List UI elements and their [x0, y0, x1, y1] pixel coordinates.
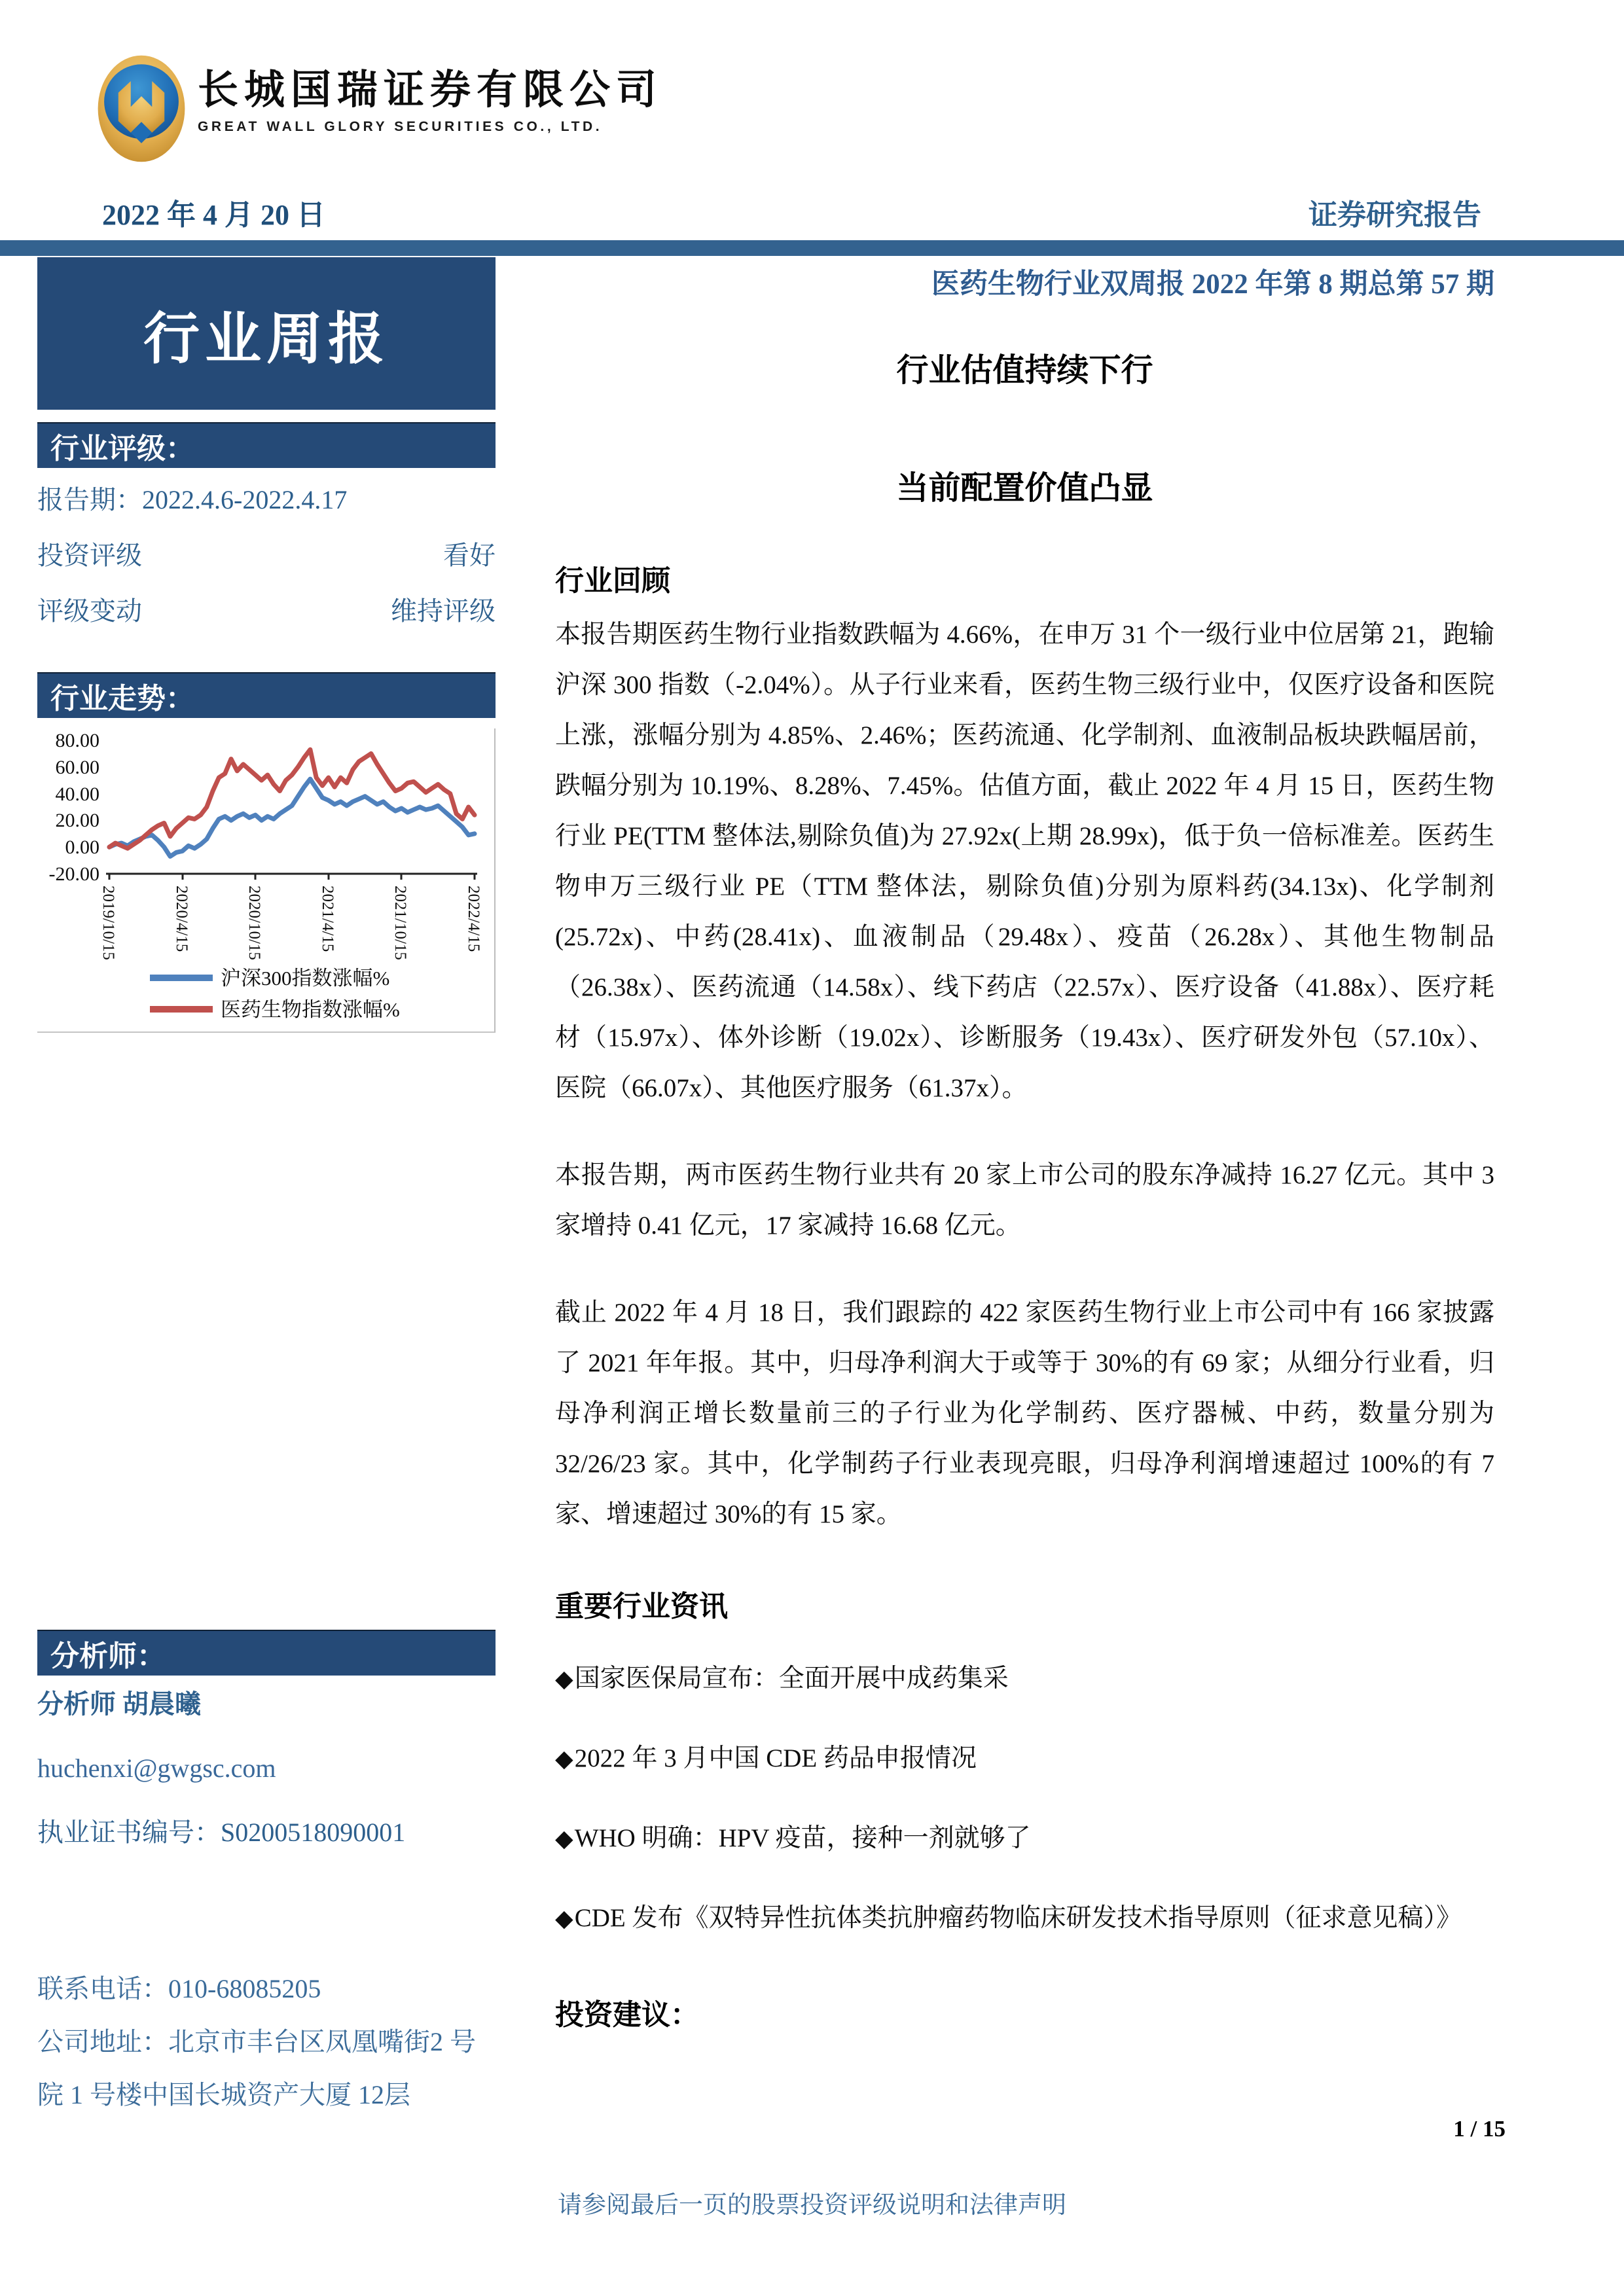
sidebar-banner-weekly-report: 行业周报 [37, 257, 496, 410]
section-header-industry-news: 重要行业资讯 [555, 1590, 728, 1623]
review-paragraph-2: 本报告期，两市医药生物行业共有 20 家上市公司的股东净减持 16.27 亿元。其中 3 家增持 0.41 亿元，17 家减持 16.68 亿元。 [555, 1161, 1494, 1240]
contact-block [37, 1962, 496, 2121]
x-tick: 2020/10/15 [245, 886, 263, 960]
analyst-name: 分析师 胡晨曦 [37, 1689, 201, 1719]
diamond-bullet-icon: ◆ [555, 1746, 573, 1772]
series-line-hs300 [109, 779, 475, 856]
news-bullet-text: WHO 明确：HPV 疫苗，接种一剂就够了 [574, 1824, 1031, 1852]
x-tick: 2022/4/15 [465, 886, 482, 952]
report-date: 2022 年 4 月 20 日 [102, 199, 325, 231]
analyst-license-number: 执业证书编号：S0200518090001 [37, 1818, 406, 1847]
y-tick: 0.00 [65, 836, 99, 858]
rating-period-label: 报告期： [37, 485, 142, 514]
legend-label-pharma: 医药生物指数涨幅% [221, 998, 400, 1021]
y-tick: 40.00 [55, 783, 99, 805]
contact-phone: 联系电话：010-68085205 [37, 1974, 321, 2003]
report-title-line2: 当前配置价值凸显 [896, 471, 1153, 506]
rating-row-period [37, 483, 496, 517]
analyst-email: huchenxi@gwgsc.com [37, 1753, 276, 1783]
section-header-investment-advice: 投资建议： [555, 1999, 699, 2031]
news-bullet-text: 2022 年 3 月中国 CDE 药品申报情况 [574, 1744, 977, 1772]
x-tick: 2020/4/15 [173, 886, 190, 952]
section-header-industry-review: 行业回顾 [555, 565, 670, 597]
contact-address: 公司地址：北京市丰台区凤凰嘴街2 号院 1 号楼中国长城资产大厦 12层 [37, 2027, 476, 2109]
main-content [555, 257, 1494, 2033]
rating-row-investment [37, 539, 496, 573]
industry-trend-chart [37, 728, 496, 1033]
rating-row-change [37, 594, 496, 628]
diamond-bullet-icon: ◆ [555, 1825, 573, 1852]
diamond-bullet-icon: ◆ [555, 1666, 573, 1692]
rating-period-value: 2022.4.6-2022.4.17 [142, 485, 348, 514]
x-tick: 2021/10/15 [391, 886, 409, 960]
industry-trend-figure [37, 728, 496, 1033]
y-tick: -20.00 [48, 863, 99, 885]
footer-disclaimer: 请参阅最后一页的股票投资评级说明和法律声明 [558, 2192, 1066, 2219]
series-line-pharma [109, 749, 475, 848]
rating-table [37, 483, 496, 650]
review-paragraph-3: 截止 2022 年 4 月 18 日，我们跟踪的 422 家医药生物行业上市公司中有 166 家披露了 2021 年年报。其中，归母净利润大于或等于 30%的有 69 家；从细分行业看，归母净利润正增长数量前三的子行业为化学制药、医疗器械、中药，数量分别为 32/26/23 家。其中，化学制药子行业表现亮眼，归母净利润增速超过 100%的有 7 家、增速超过 30%的有 15 家。 [555, 1299, 1494, 1528]
y-tick: 20.00 [55, 810, 99, 831]
diamond-bullet-icon: ◆ [555, 1905, 573, 1931]
company-logo-icon [97, 54, 186, 164]
review-paragraph-1: 本报告期医药生物行业指数跌幅为 4.66%，在申万 31 个一级行业中位居第 21，跑输沪深 300 指数（-2.04%）。从子行业来看，医药生物三级行业中，仅医疗设备和医院上涨，涨幅分别为 4.85%、2.46%；医药流通、化学制剂、血液制品板块跌幅居前，跌幅分别为 10.19%、8.28%、7.45%。估值方面，截止 2022 年 4 月 15 日，医药生物行业 PE(TTM 整体法,剔除负值)为 27.92x(上期 28.99x)，低于负一倍标准差。医药生物申万三级行业 PE（TTM 整体法，剔除负值)分别为原料药(34.13x)、化学制剂(25.72x)、中药(28.41x)、血液制品（29.48x）、疫苗（26.28x）、其他生物制品（26.38x）、医药流通（14.58x）、线下药店（22.57x）、医疗设备（41.88x）、医疗耗材（15.97x）、体外诊断（19.02x）、诊断服务（19.43x）、医疗研发外包（57.10x）、医院（66.07x）、其他医疗服务（61.37x）。 [555, 620, 1494, 1102]
header-divider-bar [0, 240, 1624, 256]
sidebar-header-industry-rating: 行业评级： [37, 422, 496, 468]
analyst-info [37, 1687, 496, 1880]
y-tick: 60.00 [55, 757, 99, 778]
sidebar-header-analyst: 分析师： [37, 1630, 496, 1676]
rating-change-label: 评级变动 [37, 596, 142, 626]
news-bullet-1 [555, 1653, 1494, 1704]
investment-rating-value: 看好 [443, 541, 496, 570]
rating-change-value: 维持评级 [391, 596, 496, 626]
page-number: 1 / 15 [1453, 2116, 1506, 2142]
news-bullet-text: CDE 发布《双特异性抗体类抗肿瘤药物临床研发技术指导原则（征求意见稿）》 [574, 1904, 1462, 1932]
legend-label-hs300: 沪深300指数涨幅% [221, 967, 390, 990]
sidebar-header-industry-trend: 行业走势： [37, 672, 496, 718]
x-tick: 2021/4/15 [319, 886, 336, 952]
company-name: 长城国瑞证券有限公司 [198, 68, 663, 113]
news-bullet-2 [555, 1733, 1494, 1784]
report-title-line1: 行业估值持续下行 [896, 353, 1153, 388]
report-type-label: 证券研究报告 [1308, 199, 1481, 231]
news-bullet-text: 国家医保局宣布：全面开展中成药集采 [574, 1664, 1009, 1693]
company-name-en: GREAT WALL GLORY SECURITIES CO., LTD. [198, 119, 603, 135]
y-tick: 80.00 [55, 730, 99, 751]
investment-rating-label: 投资评级 [37, 541, 142, 570]
news-bullet-4 [555, 1893, 1494, 1944]
news-bullet-3 [555, 1813, 1494, 1864]
x-tick: 2019/10/15 [99, 886, 117, 960]
issue-line: 医药生物行业双周报 2022 年第 8 期总第 57 期 [931, 269, 1494, 300]
